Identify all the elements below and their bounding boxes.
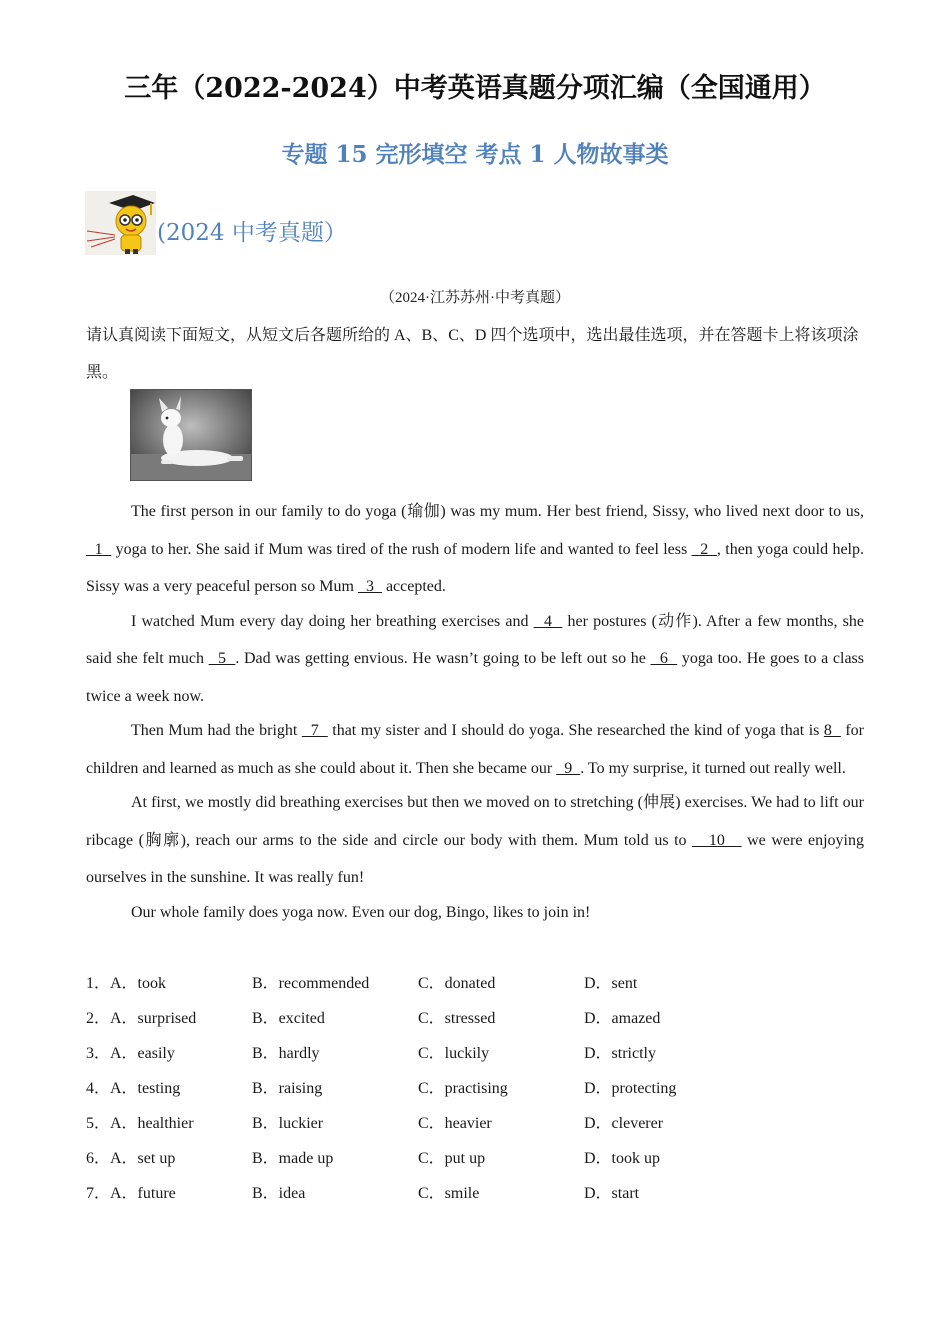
option-b[interactable]: B．raising	[252, 1080, 323, 1097]
blank-6: 6	[650, 650, 678, 667]
option-d[interactable]: D．took up	[584, 1150, 661, 1167]
passage-paragraph-5: Our whole family does yoga now. Even our dog, Bingo, likes to join in!	[131, 903, 591, 921]
option-c[interactable]: C．put up	[418, 1150, 486, 1167]
option-b[interactable]: B．luckier	[252, 1115, 324, 1132]
dog-yoga-photo	[130, 389, 252, 481]
cartoon-teacher-mascot-icon	[85, 191, 156, 255]
option-a[interactable]: 1．A．took	[86, 975, 167, 992]
question-source: （2024·江苏苏州·中考真题）	[380, 290, 570, 306]
option-d[interactable]: D．sent	[584, 975, 638, 992]
option-row	[86, 966, 866, 1001]
option-d[interactable]: D．cleverer	[584, 1115, 664, 1132]
option-b[interactable]: B．recommended	[252, 975, 370, 992]
option-a[interactable]: 5．A．healthier	[86, 1115, 194, 1132]
option-a[interactable]: 7．A．future	[86, 1185, 176, 1202]
topic-subtitle: 专题 15 完形填空 考点 1 人物故事类	[281, 141, 669, 168]
option-a[interactable]: 4．A．testing	[86, 1080, 181, 1097]
page-title: 三年（2022-2024）中考英语真题分项汇编（全国通用）	[124, 73, 826, 104]
option-d[interactable]: D．start	[584, 1185, 640, 1202]
answer-options	[86, 966, 866, 1211]
blank-4: 4	[533, 612, 563, 630]
option-c[interactable]: C．heavier	[418, 1115, 492, 1132]
option-row	[86, 1071, 866, 1106]
option-row	[86, 1141, 866, 1176]
option-row	[86, 1001, 866, 1036]
blank-9: 9	[556, 759, 581, 777]
option-c[interactable]: C．smile	[418, 1185, 480, 1202]
option-a[interactable]: 3．A．easily	[86, 1045, 175, 1062]
option-b[interactable]: B．excited	[252, 1010, 325, 1027]
option-b[interactable]: B．idea	[252, 1185, 306, 1202]
cloze-passage	[86, 493, 864, 928]
option-a[interactable]: 2．A．surprised	[86, 1010, 197, 1027]
option-c[interactable]: C．donated	[418, 975, 496, 992]
option-c[interactable]: C．stressed	[418, 1010, 496, 1027]
blank-3: 3	[357, 578, 382, 595]
blank-7: 7	[301, 722, 328, 739]
option-d[interactable]: D．protecting	[584, 1080, 677, 1097]
blank-5: 5	[208, 650, 236, 667]
section-heading: (2024 中考真题）	[157, 220, 347, 246]
blank-8: 8	[823, 722, 841, 739]
blank-2: 2	[691, 540, 717, 558]
option-b[interactable]: B．made up	[252, 1150, 334, 1167]
passage-paragraph-1: The first person in our family to do yoga (瑜伽) was my mum. Her best friend, Sissy, who lived next door to us, 1 yoga to her. She said if Mum was tired of the rush of modern life and wanted to feel less 2 , then yoga could help. Sissy was a very peaceful person so Mum 3 accepted.	[86, 503, 865, 595]
option-b[interactable]: B．hardly	[252, 1045, 320, 1062]
option-row	[86, 1106, 866, 1141]
option-d[interactable]: D．strictly	[584, 1045, 656, 1062]
option-c[interactable]: C．practising	[418, 1080, 508, 1097]
option-d[interactable]: D．amazed	[584, 1010, 661, 1027]
option-c[interactable]: C．luckily	[418, 1045, 490, 1062]
passage-paragraph-3: Then Mum had the bright 7 that my sister and I should do yoga. She researched the kind of yoga that is 8 for children and learned as much as she could about it. Then she became our 9 . To my surprise, it turned out really well.	[86, 722, 865, 777]
instruction-text: 请认真阅读下面短文，从短文后各题所给的 A、B、C、D 四个选项中，选出最佳选项，并在答题卡上将该项涂黑。	[86, 327, 859, 381]
passage-paragraph-2: I watched Mum every day doing her breathing exercises and 4 her postures (动作). After a few months, she said she felt much 5 . Dad was getting envious. He wasn’t going to be left out so he 6 yoga too. He goes to a class twice a week now.	[86, 612, 865, 705]
option-a[interactable]: 6．A．set up	[86, 1150, 176, 1167]
blank-10: 10	[692, 831, 742, 849]
option-row	[86, 1176, 866, 1211]
option-row	[86, 1036, 866, 1071]
passage-paragraph-4: At first, we mostly did breathing exercises but then we moved on to stretching (伸展) exercises. We had to lift our ribcage (胸廓), reach our arms to the side and circle our body with them. Mum told us to 10 we were enjoying ourselves in the sunshine. It was really fun!	[86, 794, 865, 886]
blank-1: 1	[86, 540, 112, 558]
